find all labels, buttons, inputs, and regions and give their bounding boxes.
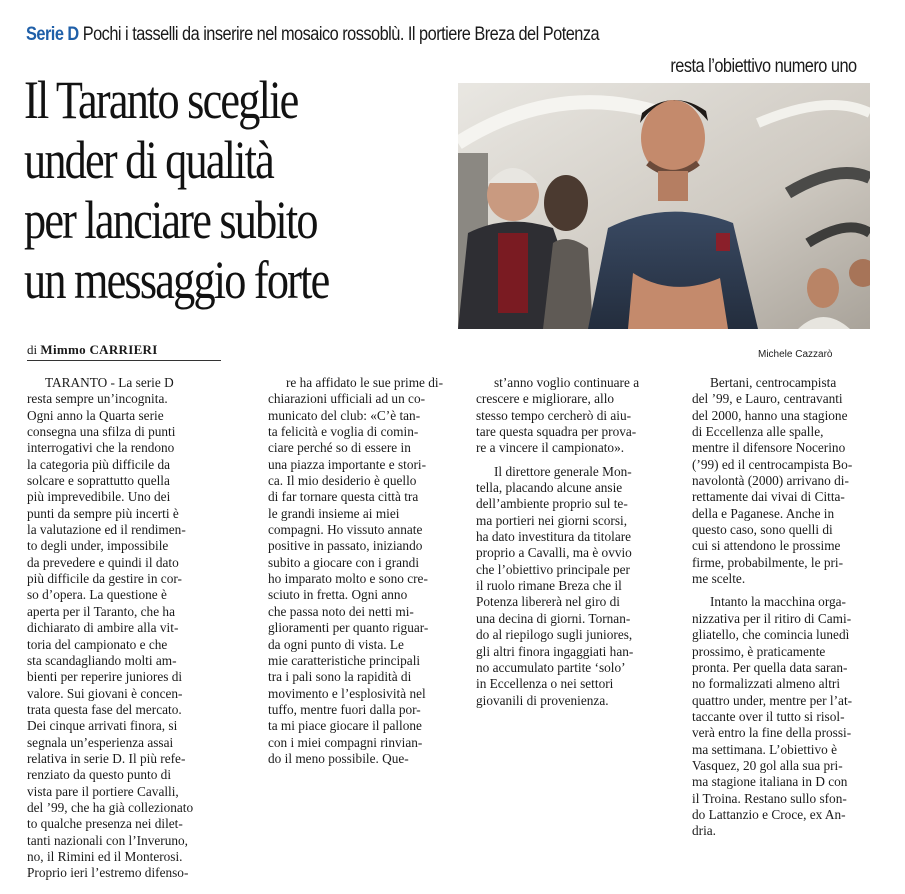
article-text-line: me scelte. — [692, 571, 746, 587]
article-text-line: del 2000, hanno una stagione — [692, 407, 848, 423]
article-text-line: mentre il difensore Nocerino — [692, 440, 846, 456]
article-text-line: il ruolo rimane Breza che il — [476, 578, 622, 594]
article-text-line: aperta per il Taranto, che ha — [27, 603, 175, 619]
article-text-line: ha dato investitura da titolare — [476, 529, 632, 545]
article-text-line: questo caso, sono quelli di — [692, 522, 833, 538]
article-text-line: to qualche presenza nei dilet- — [27, 816, 183, 832]
article-text-line: tra i pali sono la rapidità di — [268, 669, 412, 685]
headline-line: un messaggio forte — [24, 250, 329, 310]
article-text-line: no, il Rimini ed il Monterosi. — [27, 848, 183, 864]
byline-author: Mimmo CARRIERI — [40, 342, 158, 357]
article-text-line: TARANTO - La serie D — [45, 375, 174, 390]
article-text-line: compagni. Ho vissuto annate — [268, 522, 423, 538]
article-text-line: to degli under, impossibile — [27, 538, 169, 554]
byline — [27, 342, 221, 361]
article-text-line: do il meno possibile. Que- — [268, 750, 409, 766]
photo-credit: Michele Cazzarò — [758, 349, 833, 360]
article-text-line: tare questa squadra per prova- — [476, 424, 637, 440]
article-text-line: Il direttore generale Mon- — [494, 463, 632, 479]
headline-line: under di qualità — [24, 130, 274, 190]
kicker-text-line2: resta l’obiettivo numero uno — [670, 56, 857, 77]
article-text-line: interrogativi che la rendono — [27, 440, 175, 456]
article-text-line: la categoria più difficile da — [27, 456, 170, 472]
article-text-line: ma stagione italiana in D con — [692, 774, 848, 790]
paragraph-gap — [692, 587, 890, 594]
article-text-line: una decina di giorni. Tornan- — [476, 610, 631, 626]
article-column-4 — [692, 375, 890, 840]
article-column-3 — [476, 375, 672, 709]
article-text-line: rettamente dai vivai di Citta- — [692, 489, 845, 505]
article-text-line: firme, probabilmente, le pri- — [692, 554, 844, 570]
article-text-line: so d’opera. La questione è — [27, 587, 167, 603]
article-text-line: segnala un’esperienza assai — [27, 734, 174, 750]
article-text-line: quattro under, mentre per l’at- — [692, 692, 853, 708]
photo-illustration — [458, 83, 870, 329]
article-text-line: da prevedere e quindi il dato — [27, 554, 179, 570]
article-text-line: in Eccellenza o nei settori — [476, 676, 614, 692]
article-text-line: ta mi piace giocare il pallone — [268, 718, 422, 734]
article-text-line: consegna una sfilza di punti — [27, 424, 176, 440]
article-text-line: gliatello, che comincia lunedì — [692, 627, 850, 643]
headline-line: Il Taranto sceglie — [24, 70, 298, 130]
article-photo — [458, 83, 870, 329]
article-text-line: valore. Sui giovani è concen- — [27, 685, 183, 701]
article-text-line: chiarazioni ufficiali ad un co- — [268, 391, 426, 407]
article-text-line: solcare e soprattutto quella — [27, 473, 170, 489]
article-text-line: del ’99, e Lauro, centravanti — [692, 391, 843, 407]
article-text-line: di far tornare questa città tra — [268, 489, 419, 505]
article-text-line: con i miei compagni rinvian- — [268, 734, 423, 750]
article-text-line: mie caratteristiche principali — [268, 652, 421, 668]
article-text-line: ciare perché so di essere in — [268, 440, 411, 456]
article-text-line: Potenza libererà nel giro di — [476, 594, 620, 610]
article-text-line: renziato da questo punto di — [27, 767, 172, 783]
article-text-line: Ogni anno la Quarta serie — [27, 407, 164, 423]
section-label: Serie D — [26, 24, 79, 45]
article-text-line: tuffo, mentre fuori dalla por- — [268, 701, 421, 717]
article-text-line: municato del club: «C’è tan- — [268, 407, 421, 423]
article-text-line: più imprevedibile. Uno dei — [27, 489, 171, 505]
article-text-line: glioramenti per quanto riguar- — [268, 620, 429, 636]
article-text-line: (’99) ed il centrocampista Bo- — [692, 456, 853, 472]
article-text-line: tanti nazionali con l’Inveruno, — [27, 832, 188, 848]
article-text-line: ho imparato molto e sono cre- — [268, 571, 428, 587]
kicker — [26, 22, 766, 48]
article-text-line: verà entro la fine della prossi- — [692, 725, 852, 741]
article-text-line: stesso tempo cercherò di aiu- — [476, 407, 632, 423]
article-text-line: re ha affidato le sue prime di- — [286, 375, 444, 390]
headline-line: per lanciare subito — [24, 190, 317, 250]
article-text-line: della e Paganese. Anche in — [692, 505, 835, 521]
article-text-line: no accumulato partite ‘solo’ — [476, 659, 626, 675]
article-text-line: sciuto in fretta. Ogni anno — [268, 587, 408, 603]
article-text-line: punti da sempre più incerti è — [27, 505, 179, 521]
article-text-line: prossimo, è praticamente — [692, 643, 826, 659]
article-text-line: ta felicità e voglia di comin- — [268, 424, 419, 440]
article-text-line: del ’99, che ha già collezionato — [27, 799, 194, 815]
article-text-line: ma settimana. L’obiettivo è — [692, 741, 837, 757]
article-text-line: nizzativa per il ritiro di Cami- — [692, 610, 852, 626]
article-text-line: da ogni punto di vista. Le — [268, 636, 404, 652]
article-text-line: subito a giocare con i grandi — [268, 554, 420, 570]
article-text-line: pronta. Per quella data saran- — [692, 659, 848, 675]
article-text-line: re a vincere il campionato». — [476, 440, 625, 456]
article-text-line: il Troina. Restano sullo sfon- — [692, 790, 847, 806]
kicker-text-line1: Pochi i tasselli da inserire nel mosaico rossoblù. Il portiere Breza del Potenza — [82, 24, 600, 45]
headline — [24, 70, 483, 310]
article-text-line: ma portieri nei giorni scorsi, — [476, 512, 628, 528]
article-text-line: Proprio ieri l’estremo difenso- — [27, 865, 189, 881]
article-text-line: toria del campionato e che — [27, 636, 168, 652]
article-text-line: più difficile da gestire in cor- — [27, 571, 182, 587]
article-text-line: taccante over il tutto si risol- — [692, 708, 845, 724]
article-column-1 — [27, 375, 225, 882]
byline-prefix: di — [27, 342, 38, 357]
article-text-line: sta scandagliando molti am- — [27, 652, 177, 668]
article-text-line: no formalizzati almeno altri — [692, 676, 841, 692]
article-text-line: do al riepilogo sugli juniores, — [476, 627, 633, 643]
article-text-line: relativa in serie D. Il più refe- — [27, 750, 186, 766]
article-text-line: bienti per reperire juniores di — [27, 669, 183, 685]
article-text-line: la valutazione ed il rendimen- — [27, 522, 186, 538]
article-text-line: Dei cinque arrivati finora, si — [27, 718, 178, 734]
article-text-line: giovanili di provenienza. — [476, 692, 609, 708]
article-text-line: positive in passato, iniziando — [268, 538, 423, 554]
article-text-line: che passa noto dei netti mi- — [268, 603, 414, 619]
article-text-line: do Lattanzio e Croce, ex An- — [692, 806, 846, 822]
article-text-line: navolontà (2000) arrivano di- — [692, 473, 849, 489]
paragraph-gap — [476, 457, 672, 464]
article-text-line: Intanto la macchina orga- — [710, 594, 846, 610]
article-text-line: Bertani, centrocampista — [710, 375, 837, 390]
article-text-line: tella, placando alcune ansie — [476, 480, 623, 496]
article-text-line: dria. — [692, 823, 716, 839]
article-text-line: crescere e migliorare, allo — [476, 391, 615, 407]
article-text-line: una piazza importante e stori- — [268, 456, 427, 472]
article-text-line: trata questa fase del mercato. — [27, 701, 182, 717]
article-text-line: dell’ambiente proprio sul te- — [476, 496, 628, 512]
article-text-line: resta sempre un’incognita. — [27, 391, 168, 407]
article-text-line: st’anno voglio continuare a — [494, 375, 640, 390]
article-text-line: di Eccellenza alle spalle, — [692, 424, 824, 440]
article-text-line: movimento e l’esplosività nel — [268, 685, 426, 701]
article-text-line: proprio a Cavalli, ma è ovvio — [476, 545, 632, 561]
article-text-line: vista pare il portiere Cavalli, — [27, 783, 179, 799]
article-text-line: cui si attendono le prossime — [692, 538, 841, 554]
article-text-line: gli altri finora ingaggiati han- — [476, 643, 634, 659]
article-text-line: Vasquez, 20 gol alla sua pri- — [692, 757, 843, 773]
article-text-line: che l’obiettivo principale per — [476, 561, 630, 577]
article-text-line: dichiarato di ambire alla vit- — [27, 620, 179, 636]
article-text-line: ca. Il mio desiderio è quello — [268, 473, 417, 489]
article-text-line: le grandi insieme ai miei — [268, 505, 400, 521]
article-column-2 — [268, 375, 464, 767]
